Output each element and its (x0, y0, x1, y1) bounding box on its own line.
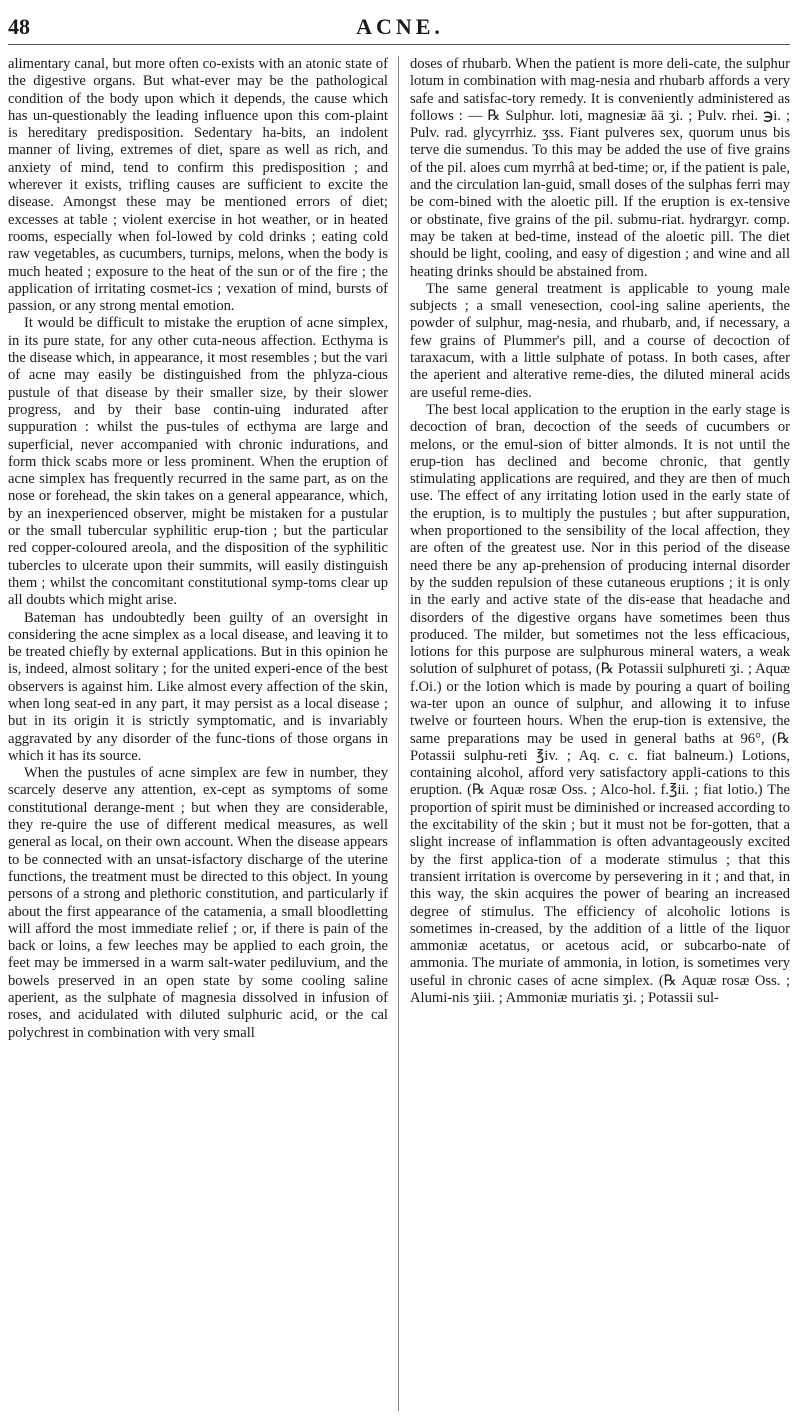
running-head: ACNE. (356, 14, 444, 39)
page-number: 48 (8, 14, 30, 39)
right-column (410, 56, 790, 1007)
left-paragraph-2: It would be difficult to mistake the eruption of acne simplex, in its pure state, for any other cuta-neous affection. Ecthyma is the disease which, in appearance, it most resembles ; but the vari of acne may easily be distinguished from the phlyza-cious pustule of that disease by their smaller size, by their slower progress, and by their base contin-uing indurated after suppuration : whilst the pus-tules of ecthyma are large and superficial, never accompanied with chronic indurations, and form thick scabs more or less prominent. When the eruption of acne simplex has frequently recurred in the same part, as on the nose or forehead, the skin takes on a general appearance, which, by an inexperienced observer, might be mistaken for a pustular or the small tubercular syphilitic erup-tion ; but the particular red copper-coloured areola, and the disposition of the syphilitic tubercles to ulcerate upon their summits, will easily distinguish them ; whilst the concomitant constitutional symp-toms clear up all doubts which might arise. (8, 315, 388, 609)
left-paragraph-1: alimentary canal, but more often co-exists with an atonic state of the digestive organs. But what-ever may be the pathological condition of the body upon which it depends, the cause which has un-questionably the leading influence upon this com-plaint is hereditary predisposition. Sedentary ha-bits, an indolent manner of living, extremes of diet, spare as well as rich, and anxiety of mind, tend to confirm this predisposition ; and wherever it exists, trifling causes are sufficient to excite the disease. Amongst these may be mentioned errors of diet; excesses at table ; violent exercise in hot weather, or in heated rooms, especially when fol-lowed by cold drinks ; eating cold raw vegetables, as cucumbers, turnips, melons, when the body is much heated ; exposure to the heat of the sun or of the fire ; the application of irritating cosmet-ics ; vexation of mind, bursts of passion, or any strong mental emotion. (8, 56, 388, 315)
left-column (8, 56, 388, 1042)
column-divider (398, 56, 399, 1411)
right-paragraph-3: The best local application to the eruption in the early stage is decoction of bran, decoction of the seeds of cucumbers or melons, or the emul-sion of bitter almonds. It is not until the erup-tion has declined and become chronic, that gently stimulating applications are required, and they are then of much use. The effect of any irritating lotion used in the early state of the eruption, is to multiply the pustules ; but after suppuration, when proportioned to the sensibility of the local affection, they are often of the greatest use. Nor in this period of the disease need there be any ap-prehension of producing internal disorder by the sudden repulsion of these cutaneous eruptions ; it is only in the early and active state of the dis-ease that headache and disorders of the digestive organs have sometimes been thus produced. The milder, but sometimes not the less efficacious, lotions for this purpose are sulphurous mineral waters, a weak solution of sulphuret of potass, (℞ Potassii sulphureti ʒi. ; Aquæ f.Oi.) or the lotion which is made by pouring a quart of boiling wa-ter upon an ounce of sulphur, and allowing it to infuse twelve or fourteen hours. When the erup-tion is extensive, the same preparations may be used in general baths at 96°, (℞ Potassii sulphu-reti ℥iv. ; Aq. c. c. fiat balneum.) Lotions, containing alcohol, afford very satisfactory appli-cations to this eruption. (℞ Aquæ rosæ Oss. ; Alco-hol. f.℥ii. ; fiat lotio.) The proportion of spirit must be diminished or increased according to the excitability of the skin ; but it must not be for-gotten, that a slight increase of inflammation is often advantageously excited by the first applica-tion of a moderate stimulus ; that this transient irritation is overcome by persevering in it ; and that, in this way, the skin acquires the power of bearing an increased degree of stimulus. The efficiency of alcoholic lotions is sometimes in-creased, by the addition of a little of the liquor ammoniæ acetatus, or acetous acid, or subcarbo-nate of ammonia. The muriate of ammonia, in lotion, is sometimes very useful in chronic cases of acne simplex. (℞ Aquæ rosæ Oss. ; Alumi-nis ʒiii. ; Ammoniæ muriatis ʒi. ; Potassii sul- (410, 401, 790, 1007)
page-header (0, 14, 800, 44)
left-paragraph-3: Bateman has undoubtedly been guilty of an oversight in considering the acne simplex as a local disease, and leaving it to be treated chiefly by external applications. But in this opinion he is, indeed, almost solitary ; for the united experi-ence of the best observers is against him. Like almost every affection of the skin, when long seat-ed in any part, it may persist as a local disease ; but in its origin it is strictly symptomatic, and is invariably aggravated by any disorder of the func-tions of those organs in which it has its source. (8, 609, 388, 764)
header-rule (8, 44, 790, 45)
left-paragraph-4: When the pustules of acne simplex are few in number, they scarcely deserve any attention, ex-cept as symptoms of some constitutional derange-ment ; but when they are considerable, they re-quire the use of different medical measures, as well general as local, on their own account. When the disease appears to be connected with an unsat-isfactory discharge of the uterine functions, the treatment must be directed to this object. In young persons of a strong and plethoric constitution, and particularly if about the first appearance of the catamenia, a small bloodletting will afford the most immediate relief ; or, if there is pain of the back or loins, a few leeches may be applied to each groin, the feet may be immersed in a warm salt-water pediluvium, and the bowels preserved in an open state by some cooling saline aperient, as the sulphate of magnesia dissolved in infusion of roses, and acidulated with diluted sulphuric acid, or the cal polychrest in combination with very small (8, 765, 388, 1041)
right-paragraph-1: doses of rhubarb. When the patient is more deli-cate, the sulphur lotum in combination with mag-nesia and rhubarb affords a very safe and satisfac-tory remedy. It is conveniently administered as follows : — ℞ Sulphur. loti, magnesiæ āā ʒi. ; Pulv. rhei. ℈i. ; Pulv. rad. glycyrrhiz. ʒss. Fiant pulveres sex, quorum unus bis terve die sumendus. To this may be added the use of five grains of the pil. aloes cum myrrhâ at bed-time; or, if the patient is pale, and the circulation lan-guid, small doses of the sulphas ferri may be com-bined with the aloetic pill. If the eruption is ex-tensive or obstinate, five grains of the pil. submu-riat. hydrargyr. comp. may be taken at bed-time, instead of the aloetic pill. The diet should be light, cooling, and easy of digestion ; and wine and all heating drinks should be abstained from. (410, 56, 790, 280)
right-paragraph-2: The same general treatment is applicable to young male subjects ; a small venesection, cool-ing saline aperients, the powder of sulphur, mag-nesia, and rhubarb, and, if necessary, a few grains of Plummer's pill, and a course of decoction of taraxacum, with a little sulphate of potass. In both cases, after the aperient and alterative reme-dies, the diluted mineral acids are useful reme-dies. (410, 280, 790, 401)
